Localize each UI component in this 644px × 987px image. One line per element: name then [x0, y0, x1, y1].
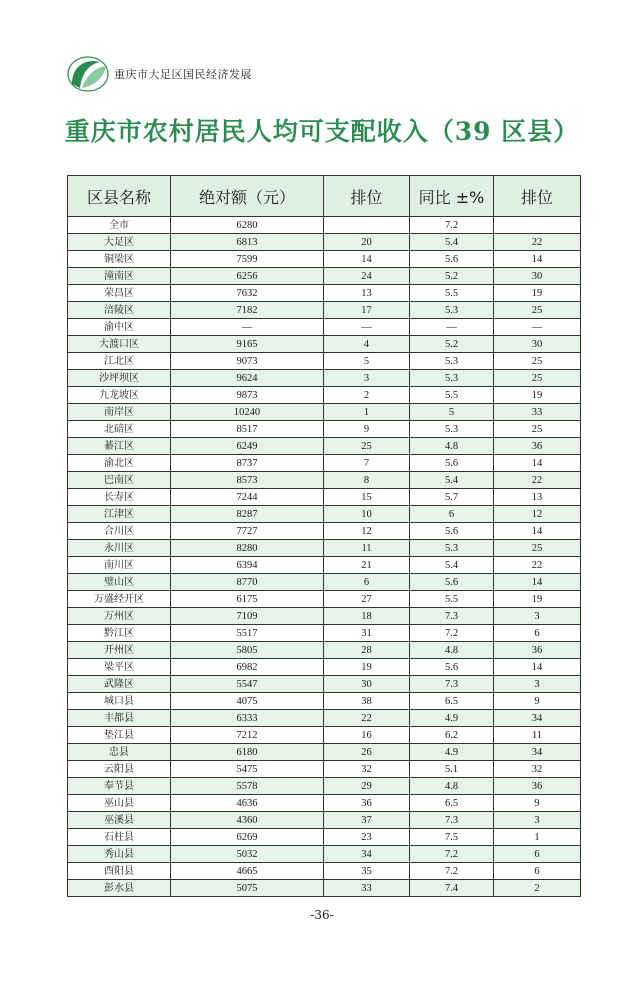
cell-amount: 5805 [171, 642, 324, 659]
table-row [68, 710, 581, 727]
cell-amount: 4360 [171, 812, 324, 829]
income-table [67, 175, 581, 897]
header-growth-rank: 排位 [494, 176, 581, 217]
cell-rank [324, 217, 410, 234]
table-row [68, 234, 581, 251]
cell-rank: 30 [324, 676, 410, 693]
table-body [68, 217, 581, 897]
cell-amount: 6813 [171, 234, 324, 251]
cell-growth-rank: 36 [494, 642, 581, 659]
cell-district: 渝中区 [68, 319, 171, 336]
cell-district: 万盛经开区 [68, 591, 171, 608]
cell-rank: 19 [324, 659, 410, 676]
cell-growth: 5.3 [410, 540, 494, 557]
header-amount: 绝对额（元） [171, 176, 324, 217]
cell-growth: 6 [410, 506, 494, 523]
cell-growth-rank: 9 [494, 795, 581, 812]
cell-growth-rank: 25 [494, 370, 581, 387]
cell-amount: 6280 [171, 217, 324, 234]
cell-district: 酉阳县 [68, 863, 171, 880]
cell-growth-rank: 36 [494, 778, 581, 795]
cell-growth: 5.3 [410, 302, 494, 319]
table-row [68, 285, 581, 302]
cell-rank: 25 [324, 438, 410, 455]
cell-rank: 4 [324, 336, 410, 353]
table-row [68, 506, 581, 523]
cell-growth-rank: 2 [494, 880, 581, 897]
cell-rank: 28 [324, 642, 410, 659]
cell-growth-rank: 19 [494, 387, 581, 404]
header-growth: 同比 ±% [410, 176, 494, 217]
table-row [68, 319, 581, 336]
cell-growth-rank: 30 [494, 268, 581, 285]
cell-growth-rank: 13 [494, 489, 581, 506]
cell-growth-rank: 6 [494, 846, 581, 863]
cell-growth-rank: 19 [494, 591, 581, 608]
cell-district: 黔江区 [68, 625, 171, 642]
table-row [68, 421, 581, 438]
table-row [68, 438, 581, 455]
cell-rank: 34 [324, 846, 410, 863]
cell-growth-rank: 14 [494, 574, 581, 591]
cell-district: 云阳县 [68, 761, 171, 778]
cell-growth-rank: 9 [494, 693, 581, 710]
cell-growth-rank: 14 [494, 251, 581, 268]
page-title: 重庆市农村居民人均可支配收入（39 区县） [64, 117, 580, 146]
cell-growth-rank: 19 [494, 285, 581, 302]
cell-amount: 6333 [171, 710, 324, 727]
cell-amount: 9073 [171, 353, 324, 370]
cell-amount: 6269 [171, 829, 324, 846]
cell-amount: 6256 [171, 268, 324, 285]
cell-amount: 7727 [171, 523, 324, 540]
cell-rank: 21 [324, 557, 410, 574]
cell-rank: 13 [324, 285, 410, 302]
cell-amount: 5075 [171, 880, 324, 897]
cell-growth: 5.4 [410, 557, 494, 574]
cell-growth-rank: 11 [494, 727, 581, 744]
cell-rank: 29 [324, 778, 410, 795]
cell-growth: 5.4 [410, 472, 494, 489]
cell-amount: 6982 [171, 659, 324, 676]
cell-district: 潼南区 [68, 268, 171, 285]
cell-amount: 6394 [171, 557, 324, 574]
cell-growth: 5.1 [410, 761, 494, 778]
cell-rank: 26 [324, 744, 410, 761]
cell-growth-rank: 6 [494, 863, 581, 880]
table-row [68, 880, 581, 897]
cell-district: 璧山区 [68, 574, 171, 591]
cell-growth: 4.8 [410, 642, 494, 659]
cell-growth-rank: 3 [494, 812, 581, 829]
cell-growth-rank: 6 [494, 625, 581, 642]
cell-growth-rank: 36 [494, 438, 581, 455]
cell-growth: 4.9 [410, 710, 494, 727]
cell-district: 江津区 [68, 506, 171, 523]
table-row [68, 523, 581, 540]
table-row [68, 251, 581, 268]
table-row [68, 863, 581, 880]
cell-rank: 3 [324, 370, 410, 387]
cell-growth-rank: 25 [494, 353, 581, 370]
cell-growth-rank: 34 [494, 710, 581, 727]
cell-growth-rank: 3 [494, 676, 581, 693]
cell-growth: 4.8 [410, 438, 494, 455]
cell-district: 涪陵区 [68, 302, 171, 319]
cell-rank: 27 [324, 591, 410, 608]
cell-amount: 7599 [171, 251, 324, 268]
cell-rank: 12 [324, 523, 410, 540]
cell-amount: 8737 [171, 455, 324, 472]
table-row [68, 642, 581, 659]
cell-growth-rank: 14 [494, 455, 581, 472]
cell-district: 垫江县 [68, 727, 171, 744]
table-row [68, 795, 581, 812]
cell-growth-rank [494, 217, 581, 234]
cell-rank: 9 [324, 421, 410, 438]
cell-district: 北碚区 [68, 421, 171, 438]
cell-district: 合川区 [68, 523, 171, 540]
cell-growth-rank: 22 [494, 234, 581, 251]
cell-amount: 4075 [171, 693, 324, 710]
cell-amount: 6249 [171, 438, 324, 455]
cell-growth-rank: 25 [494, 302, 581, 319]
table-row [68, 744, 581, 761]
cell-district: 梁平区 [68, 659, 171, 676]
cell-growth: 7.3 [410, 812, 494, 829]
cell-rank: 20 [324, 234, 410, 251]
cell-growth: 5.6 [410, 523, 494, 540]
cell-growth-rank: 25 [494, 421, 581, 438]
cell-amount: 9165 [171, 336, 324, 353]
cell-district: 巫溪县 [68, 812, 171, 829]
cell-growth: 5.5 [410, 285, 494, 302]
cell-growth-rank: 25 [494, 540, 581, 557]
cell-growth: 5.7 [410, 489, 494, 506]
cell-district: 巫山县 [68, 795, 171, 812]
cell-district: 石柱县 [68, 829, 171, 846]
cell-growth: 7.2 [410, 863, 494, 880]
cell-growth: 7.3 [410, 676, 494, 693]
cell-amount: 8770 [171, 574, 324, 591]
header-text: 重庆市大足区国民经济发展 [114, 68, 252, 81]
cell-rank: 31 [324, 625, 410, 642]
table-row [68, 625, 581, 642]
cell-district: 巴南区 [68, 472, 171, 489]
cell-rank: 18 [324, 608, 410, 625]
cell-rank: 35 [324, 863, 410, 880]
table-row [68, 336, 581, 353]
table-row [68, 676, 581, 693]
cell-growth: 5.5 [410, 591, 494, 608]
table-header-row [68, 176, 581, 217]
cell-growth-rank: 14 [494, 523, 581, 540]
page-number: -36- [310, 908, 334, 922]
cell-rank: 1 [324, 404, 410, 421]
cell-district: 忠县 [68, 744, 171, 761]
cell-growth-rank: 1 [494, 829, 581, 846]
cell-amount: 8517 [171, 421, 324, 438]
cell-growth: 5.3 [410, 421, 494, 438]
cell-rank: 14 [324, 251, 410, 268]
cell-growth-rank: 22 [494, 472, 581, 489]
cell-amount: 5032 [171, 846, 324, 863]
cell-amount: 7212 [171, 727, 324, 744]
cell-rank: 11 [324, 540, 410, 557]
cell-district: 南川区 [68, 557, 171, 574]
cell-amount: 9624 [171, 370, 324, 387]
cell-growth-rank: 14 [494, 659, 581, 676]
cell-district: 丰都县 [68, 710, 171, 727]
cell-growth: 7.5 [410, 829, 494, 846]
cell-amount: 5517 [171, 625, 324, 642]
cell-district: 大渡口区 [68, 336, 171, 353]
cell-growth-rank: — [494, 319, 581, 336]
cell-district: 彭水县 [68, 880, 171, 897]
cell-growth: — [410, 319, 494, 336]
cell-rank: 37 [324, 812, 410, 829]
table-row [68, 540, 581, 557]
cell-growth-rank: 3 [494, 608, 581, 625]
table-row [68, 574, 581, 591]
cell-rank: 36 [324, 795, 410, 812]
cell-amount: 7632 [171, 285, 324, 302]
cell-rank: 23 [324, 829, 410, 846]
cell-rank: 7 [324, 455, 410, 472]
cell-amount: 9873 [171, 387, 324, 404]
cell-growth: 4.8 [410, 778, 494, 795]
cell-growth-rank: 22 [494, 557, 581, 574]
cell-amount: 8287 [171, 506, 324, 523]
table-row [68, 472, 581, 489]
cell-district: 武隆区 [68, 676, 171, 693]
cell-growth: 5.4 [410, 234, 494, 251]
table-row [68, 829, 581, 846]
cell-amount: 4665 [171, 863, 324, 880]
cell-rank: 2 [324, 387, 410, 404]
cell-rank: 24 [324, 268, 410, 285]
table-row [68, 727, 581, 744]
cell-amount: 5547 [171, 676, 324, 693]
cell-district: 荣昌区 [68, 285, 171, 302]
table-row [68, 489, 581, 506]
cell-growth: 5.6 [410, 251, 494, 268]
cell-growth: 7.2 [410, 846, 494, 863]
cell-rank: 22 [324, 710, 410, 727]
cell-growth: 6.2 [410, 727, 494, 744]
logo-icon [66, 54, 110, 94]
header-district: 区县名称 [68, 176, 171, 217]
cell-district: 綦江区 [68, 438, 171, 455]
cell-rank: 16 [324, 727, 410, 744]
cell-district: 万州区 [68, 608, 171, 625]
cell-district: 江北区 [68, 353, 171, 370]
cell-growth: 5.3 [410, 353, 494, 370]
table-row [68, 387, 581, 404]
cell-growth: 7.2 [410, 217, 494, 234]
cell-growth: 5.6 [410, 574, 494, 591]
cell-growth: 7.4 [410, 880, 494, 897]
cell-amount: 5475 [171, 761, 324, 778]
cell-rank: 10 [324, 506, 410, 523]
cell-growth-rank: 34 [494, 744, 581, 761]
cell-growth: 4.9 [410, 744, 494, 761]
cell-rank: — [324, 319, 410, 336]
cell-district: 铜梁区 [68, 251, 171, 268]
cell-amount: 6175 [171, 591, 324, 608]
cell-district: 长寿区 [68, 489, 171, 506]
cell-growth: 5.2 [410, 336, 494, 353]
table-row [68, 761, 581, 778]
page-header [66, 54, 586, 96]
cell-rank: 6 [324, 574, 410, 591]
table-row [68, 217, 581, 234]
cell-amount: 10240 [171, 404, 324, 421]
table-row [68, 778, 581, 795]
cell-district: 南岸区 [68, 404, 171, 421]
cell-amount: 7182 [171, 302, 324, 319]
cell-rank: 15 [324, 489, 410, 506]
cell-amount: 7244 [171, 489, 324, 506]
cell-amount: 8573 [171, 472, 324, 489]
cell-growth-rank: 32 [494, 761, 581, 778]
cell-growth: 5.6 [410, 455, 494, 472]
table-row [68, 455, 581, 472]
table-row [68, 846, 581, 863]
cell-district: 渝北区 [68, 455, 171, 472]
cell-rank: 5 [324, 353, 410, 370]
cell-growth: 5.3 [410, 370, 494, 387]
cell-growth: 6.5 [410, 693, 494, 710]
cell-rank: 38 [324, 693, 410, 710]
cell-growth: 6.5 [410, 795, 494, 812]
table-row [68, 268, 581, 285]
table-row [68, 404, 581, 421]
table-row [68, 693, 581, 710]
cell-growth: 5.2 [410, 268, 494, 285]
cell-growth: 7.3 [410, 608, 494, 625]
cell-rank: 8 [324, 472, 410, 489]
cell-district: 大足区 [68, 234, 171, 251]
table-row [68, 370, 581, 387]
cell-growth: 5 [410, 404, 494, 421]
cell-amount: 6180 [171, 744, 324, 761]
cell-growth-rank: 12 [494, 506, 581, 523]
cell-growth-rank: 33 [494, 404, 581, 421]
cell-district: 奉节县 [68, 778, 171, 795]
cell-amount: 7109 [171, 608, 324, 625]
header-rank: 排位 [324, 176, 410, 217]
cell-rank: 17 [324, 302, 410, 319]
cell-district: 开州区 [68, 642, 171, 659]
cell-growth: 7.2 [410, 625, 494, 642]
cell-amount: — [171, 319, 324, 336]
table-row [68, 557, 581, 574]
cell-growth: 5.5 [410, 387, 494, 404]
table-row [68, 302, 581, 319]
cell-district: 永川区 [68, 540, 171, 557]
table-row [68, 353, 581, 370]
cell-rank: 33 [324, 880, 410, 897]
cell-amount: 5578 [171, 778, 324, 795]
table-row [68, 659, 581, 676]
cell-district: 全市 [68, 217, 171, 234]
cell-district: 沙坪坝区 [68, 370, 171, 387]
cell-amount: 8280 [171, 540, 324, 557]
cell-district: 秀山县 [68, 846, 171, 863]
table-row [68, 608, 581, 625]
cell-growth: 5.6 [410, 659, 494, 676]
table-row [68, 812, 581, 829]
cell-rank: 32 [324, 761, 410, 778]
cell-growth-rank: 30 [494, 336, 581, 353]
table-row [68, 591, 581, 608]
cell-district: 九龙坡区 [68, 387, 171, 404]
cell-district: 城口县 [68, 693, 171, 710]
cell-amount: 4636 [171, 795, 324, 812]
